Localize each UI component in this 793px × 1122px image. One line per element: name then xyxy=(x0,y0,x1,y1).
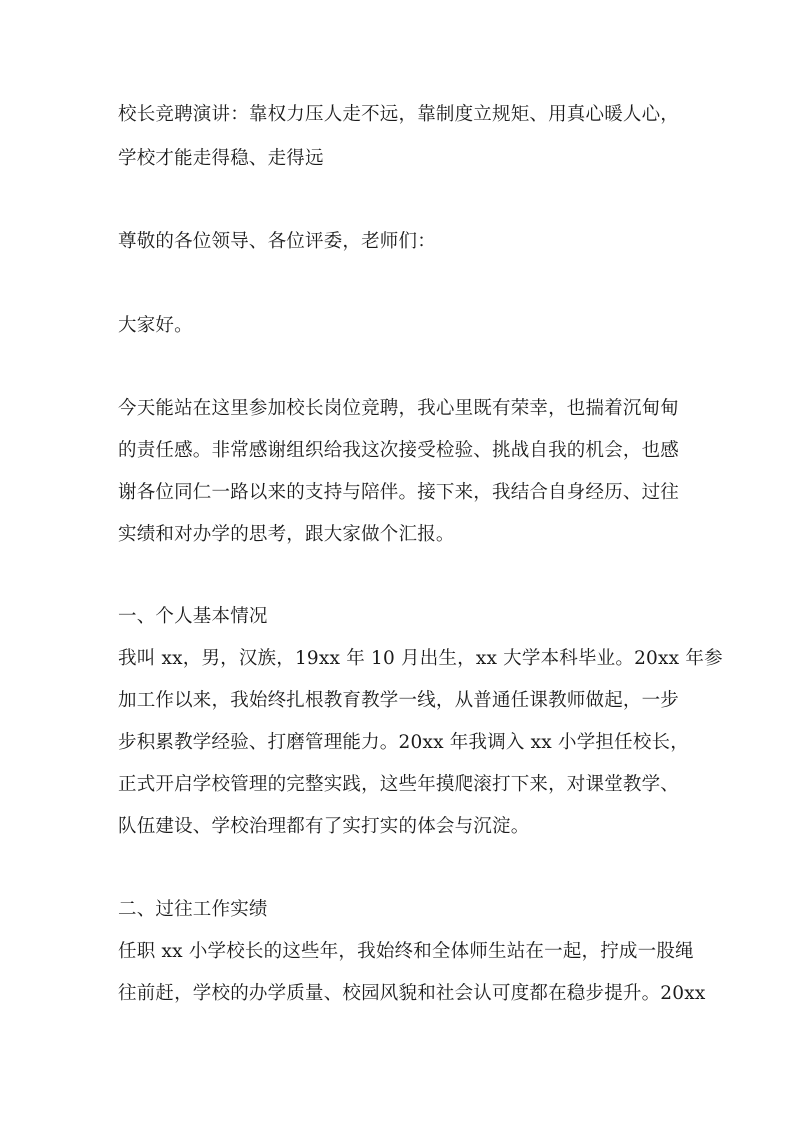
intro-line-1: 今天能站在这里参加校长岗位竞聘，我心里既有荣幸，也揣着沉甸甸 xyxy=(118,398,680,419)
section-1-heading: 一、个人基本情况 xyxy=(118,606,268,627)
section-2-line-2: 往前赶，学校的办学质量、校园风貌和社会认可度都在稳步提升。20xx xyxy=(118,983,706,1004)
section-1-line-4: 正式开启学校管理的完整实践，这些年摸爬滚打下来，对课堂教学、 xyxy=(118,774,680,795)
section-1-line-1: 我叫 xx，男，汉族，19xx 年 10 月出生，xx 大学本科毕业。20xx 年参 xyxy=(118,648,723,669)
greeting: 大家好。 xyxy=(118,315,193,336)
intro-line-3: 谢各位同仁一路以来的支持与陪伴。接下来，我结合自身经历、过往 xyxy=(118,482,680,503)
intro-line-4: 实绩和对办学的思考，跟大家做个汇报。 xyxy=(118,524,455,545)
intro-line-2: 的责任感。非常感谢组织给我这次接受检验、挑战自我的机会，也感 xyxy=(118,440,680,461)
section-1-line-3: 步积累教学经验、打磨管理能力。20xx 年我调入 xx 小学担任校长， xyxy=(118,732,689,753)
title-line-2: 学校才能走得稳、走得远 xyxy=(118,148,324,169)
title-line-1: 校长竞聘演讲：靠权力压人走不远，靠制度立规矩、用真心暖人心， xyxy=(118,104,680,125)
section-1-line-5: 队伍建设、学校治理都有了实打实的体会与沉淀。 xyxy=(118,816,530,837)
section-2-line-1: 任职 xx 小学校长的这些年，我始终和全体师生站在一起，拧成一股绳 xyxy=(118,941,694,962)
section-1-line-2: 加工作以来，我始终扎根教育教学一线，从普通任课教师做起，一步 xyxy=(118,690,680,711)
section-2-heading: 二、过往工作实绩 xyxy=(118,899,268,920)
salutation: 尊敬的各位领导、各位评委，老师们： xyxy=(118,231,436,252)
